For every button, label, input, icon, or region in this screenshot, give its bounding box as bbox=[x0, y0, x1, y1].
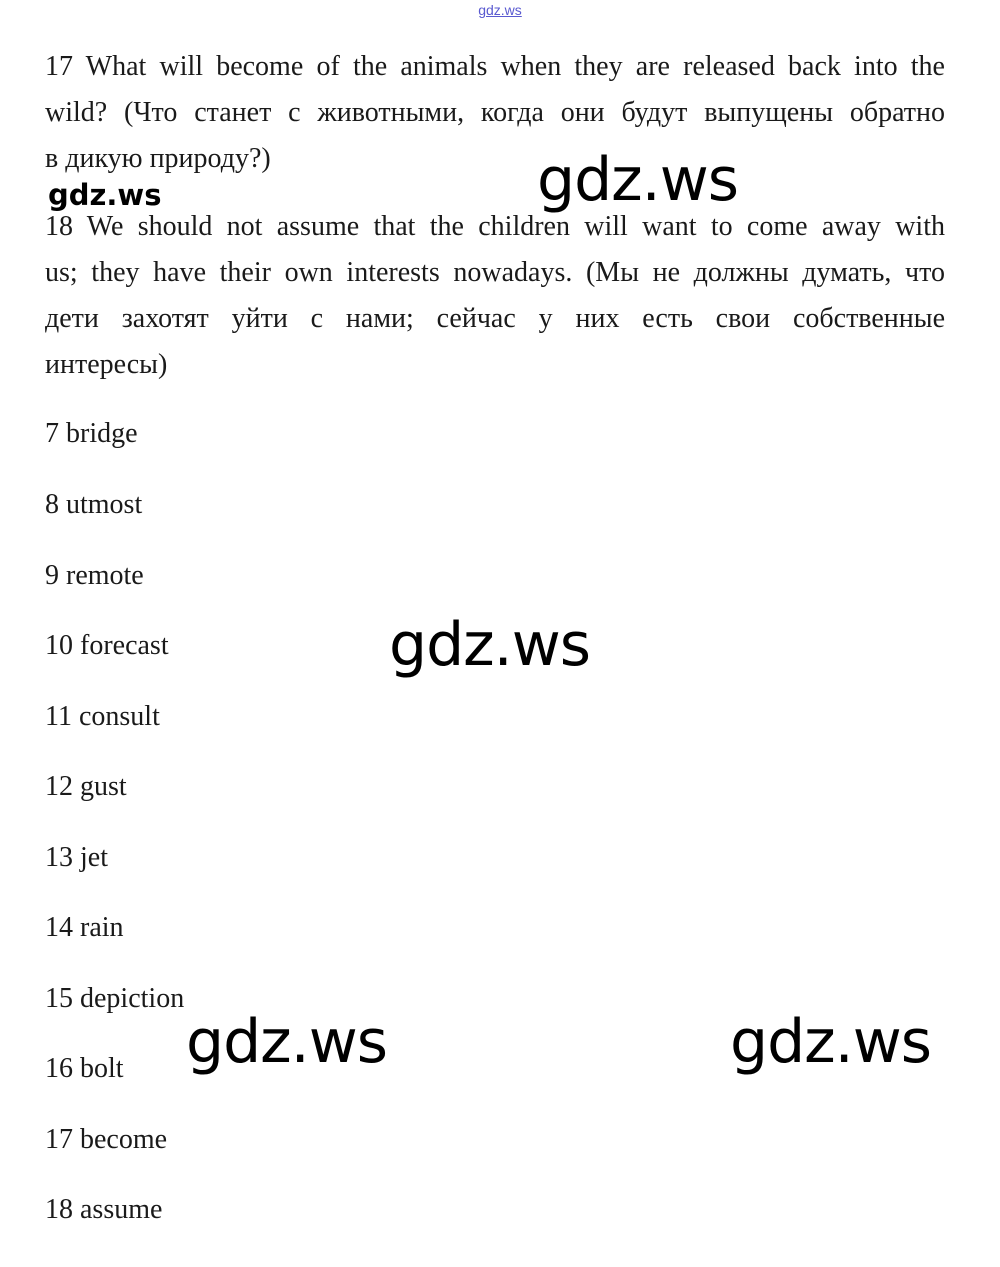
watermark: gdz.ws bbox=[730, 1007, 932, 1077]
paragraph-line: 17 What will become of the animals when they are released back into the bbox=[45, 51, 945, 82]
answer-item: 7 bridge bbox=[45, 418, 138, 449]
paragraph-18 bbox=[45, 204, 945, 388]
answer-item: 8 utmost bbox=[45, 489, 143, 520]
answer-item: 15 depiction bbox=[45, 983, 185, 1014]
paragraph-17 bbox=[45, 44, 945, 182]
paragraph-line: 18 We should not assume that the children will want to come away with bbox=[45, 211, 945, 242]
answer-item: 13 jet bbox=[45, 842, 108, 873]
answer-item: 10 forecast bbox=[45, 630, 169, 661]
paragraph-line: в дикую природу?) bbox=[45, 143, 271, 174]
paragraph-line: wild? (Что станет с животными, когда они будут выпущены обратно bbox=[45, 97, 945, 128]
paragraph-line: интересы) bbox=[45, 349, 168, 380]
paragraph-line: us; they have their own interests nowadays. (Мы не должны думать, что bbox=[45, 257, 945, 288]
watermark: gdz.ws bbox=[186, 1007, 388, 1077]
answer-item: 18 assume bbox=[45, 1194, 163, 1225]
answer-item: 14 rain bbox=[45, 912, 124, 943]
answer-item: 9 remote bbox=[45, 560, 144, 591]
answer-item: 12 gust bbox=[45, 771, 127, 802]
paragraph-line: дети захотят уйти с нами; сейчас у них есть свои собственные bbox=[45, 303, 945, 334]
watermark: gdz.ws bbox=[48, 178, 162, 212]
watermark: gdz.ws bbox=[537, 145, 739, 215]
watermark: gdz.ws bbox=[389, 610, 591, 680]
answer-item: 17 become bbox=[45, 1124, 168, 1155]
site-link[interactable]: gdz.ws bbox=[478, 2, 522, 18]
answer-item: 11 consult bbox=[45, 701, 160, 732]
answer-item: 16 bolt bbox=[45, 1053, 124, 1084]
